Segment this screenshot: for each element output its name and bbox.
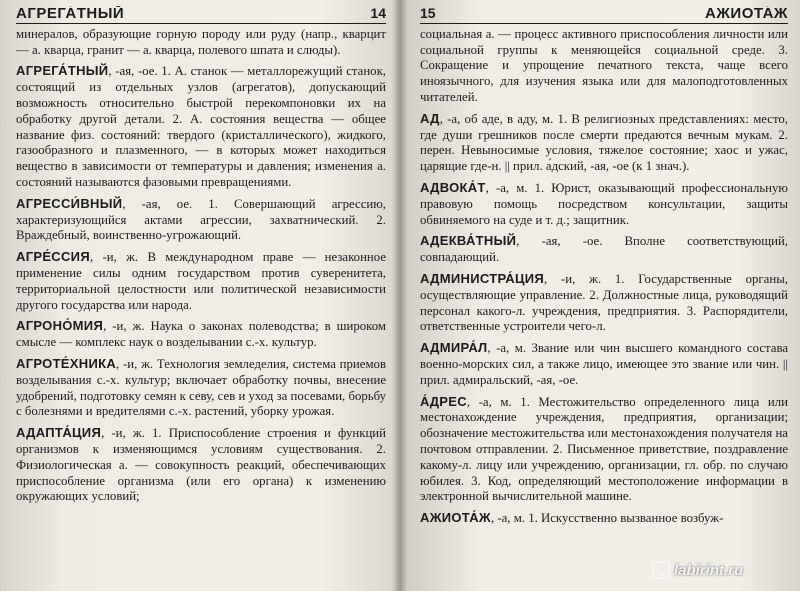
- entry-headword: АДЕКВА́ТНЫЙ: [420, 233, 517, 249]
- entry-definition: , -и, ж. 1. Приспособление строения и функций организмов к изменяющимся условиям существования. 2. Физиологическая а. — совокупность реакций, обеспечивающих приспособление организма (или его органа) к изменению окружающих условий;: [16, 426, 386, 504]
- right-entries: [420, 111, 788, 527]
- entry-headword: АГРОТЕ́ХНИКА: [16, 355, 117, 371]
- entry-headword: АДАПТА́ЦИЯ: [16, 425, 102, 441]
- entry-definition: , -ая, -ое. Вполне соответствующий, совпадающий.: [420, 234, 788, 265]
- left-page-header: [16, 6, 386, 24]
- dictionary-entry: [16, 196, 386, 244]
- entry-headword: АДМИНИСТРА́ЦИЯ: [420, 270, 545, 286]
- right-header-word: АЖИОТА́Ж: [705, 6, 788, 22]
- entry-headword: АГРОНО́МИЯ: [16, 318, 104, 334]
- entry-definition: , -а, м. 1. Юрист, оказывающий профессиональную правовую помощь посредством консультации, защиты обвиняемого на суде и т. д.; защитник.: [420, 180, 788, 227]
- entry-definition: , -а, м. Звание или чин высшего командного состава военно-морских сил, а также лицо, имеющее это звание или чин. || прил. адмиральский, -ая, -ое.: [420, 341, 788, 387]
- right-page: [420, 6, 788, 586]
- entry-definition: , -ая, -ое. 1. А. станок — металлорежущий станок, состоящий из отдельных узлов (агрегатов), допускающий возможность относительно быстрой перекомпоновки их на обработку другой детали. 2. А. состояния вещества — общее название физ. состояний: твердого (кристаллического), жидкого, газообразного и плазменного, — в которых может находиться вещество в зависимости от температуры и давления; изменения а. состояний называются фазовыми превращениями.: [16, 64, 386, 189]
- dictionary-entry: [16, 425, 386, 505]
- entry-headword: АГРЕГА́ТНЫЙ: [16, 63, 109, 79]
- entry-headword: АГРЕ́ССИЯ: [16, 249, 90, 265]
- dictionary-entry: [420, 271, 788, 335]
- left-page: [16, 6, 386, 586]
- entry-definition: , -а, м. 1. Местожительство определенного лица или местонахождение учреждения, предприятия, организации; обозначение местожительства или местонахождения получателя на почтовом отправлении. 2. Письменное приветствие, поздравление какому-л. лицу или учреждению, организации, гл. обр. по случаю юбилея. 3. Код, определяющий местоположение информации в электронной вычислительной машине.: [420, 394, 788, 504]
- dictionary-entry: [420, 394, 788, 506]
- entry-headword: АДМИРА́Л: [420, 340, 488, 356]
- entry-headword: АДВОКА́Т: [420, 179, 486, 195]
- entry-headword: АГРЕССИ́ВНЫЙ: [16, 195, 123, 211]
- entry-definition: , -и, ж. 1. Государственные органы, осуществляющие управление. 2. Должностные лица, руководящий персонал какого-л. учреждения, предприятия. 3. Распорядители, ответственные устроители чего-л.: [420, 271, 788, 334]
- entry-headword: АЖИОТА́Ж: [420, 510, 491, 526]
- dictionary-entry: [16, 318, 386, 351]
- entry-definition: , -а, м. 1. Искусственно вызванное возбуж-: [490, 511, 724, 526]
- dictionary-entry: [16, 249, 386, 313]
- entry-definition: , -и, ж. Наука о законах полеводства; в широком смысле — комплекс наук о возделывании с.-х. культур.: [16, 319, 386, 350]
- dictionary-entry: [420, 111, 788, 175]
- right-page-header: [420, 6, 788, 24]
- left-page-number: 14: [370, 6, 386, 21]
- left-header-word: АГРЕГА́ТНЫЙ: [16, 6, 125, 22]
- dictionary-entry: [16, 356, 386, 420]
- dictionary-entry: [420, 233, 788, 266]
- entry-definition: , -ая, ое. 1. Совершающий агрессию, характеризующийся актами агрессии, захватнический. 2. Враждебный, воинственно-угрожающий.: [16, 196, 386, 243]
- dictionary-entry: [420, 340, 788, 388]
- watermark-text: labirint.ru: [674, 561, 744, 579]
- entry-headword: АД: [420, 110, 440, 126]
- left-continuation: минералов, образующие горную породу или руду (напр., кварцит — а. кварца, гранит — а. кварца, полевого шпата и слюды).: [16, 26, 386, 57]
- dictionary-entry: [420, 180, 788, 228]
- labirint-logo-icon: [652, 561, 670, 579]
- entry-definition: , -и, ж. Технология земледелия, система приемов возделывания с.-х. культур; включает обработку почвы, внесение удобрений, подготовку семян к севу, сев и уход за посевами, борьбу с болезнями и вредителями с.-х. растений, уборку урожая.: [16, 356, 386, 419]
- right-page-number: 15: [420, 6, 436, 21]
- dictionary-entry: [16, 63, 386, 190]
- right-continuation: социальная а. — процесс активного приспособления личности или социальной группы к меняющейся социальной среде. 3. Сокращение и упрощение печатного текста, чаще всего иноязычного, для изучения языка или для малоподготовленных читателей.: [420, 26, 788, 104]
- entry-definition: , -и, ж. В международном праве — незаконное применение силы одним государством против суверенитета, территориальной целостности или политической независимости другого государства или народа.: [16, 250, 386, 312]
- watermark: [652, 558, 792, 582]
- entry-definition: , -а, об аде, в аду, м. 1. В религиозных представлениях: место, где души грешников после смерти предаются вечным мукам. 2. перен. Невыносимые условия, тяжелое состояние; хаос и ужас, царящие где-н. || прил. а́дский, -ая, -ое (к 1 знач.).: [420, 111, 788, 174]
- dictionary-entry: [420, 510, 788, 527]
- entry-headword: А́ДРЕС: [420, 393, 467, 409]
- left-entries: [16, 63, 386, 505]
